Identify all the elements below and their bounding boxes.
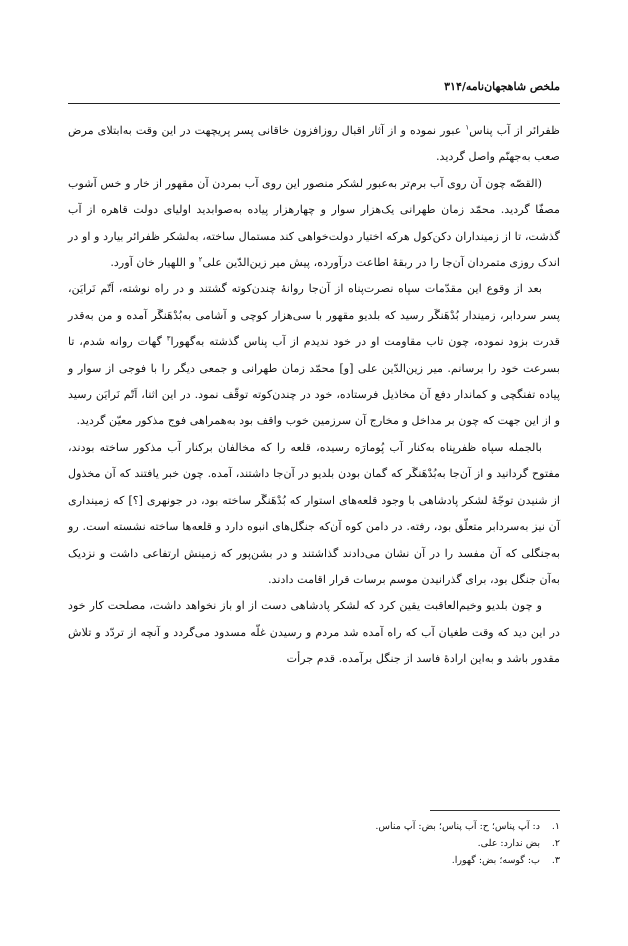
footnote-rule [430,810,560,811]
footnote-marker: ۱ [465,123,470,132]
paragraph-text: بالجمله سپاه ظفرپناه به‌کنار آب پُومارَه رسیده، قلعه را که مخالفان برکنار آب مذکور ساخته بودند، مفتوح گردانید و از آن‌جا به‌بُدْهَنگَر که گمان بودن بلدیو در آن‌جا داشتند، آمده. چون خبر یافتند که آن مخذول از شنیدن توجّهٔ لشکر پادشاهی با وجود قلعه‌های استوار که بُدْهَنگَر ساخته بود، در جونهری [؟] که زمینداری آن نیز به‌سردابر متعلّق بود، رفته. در دامن کوه آن‌که جنگل‌های انبوه دارد و قلعه‌ها ساخته نشسته است. رو به‌جنگلی که آن مفسد را در آن نشان می‌دادند گذاشتند و در بشن‌پور که زمینش ارتفاعی داشت و نزدیک به‌آن جنگل بود، برای گذرانیدن موسم برسات قرار اقامت دادند. [68,440,560,586]
running-head: ملخص شاهجهان‌نامه/۳۱۴ [444,80,560,93]
paragraph [68,118,560,171]
paragraph-text: عبور نموده و از آثار اقبال روزافزون خاقانی پسر پریچهت در این وقت به‌ابتلای مرض صعب به‌جهنّم واصل گردید. [68,124,560,164]
paragraph [68,435,560,593]
paragraph-text: بعد از وقوع این مقدّمات سپاه نصرت‌پناه از آن‌جا روانهٔ چندن‌کوته گشتند و در راه نوشته، اَتّم نَرایَن، پسر سردابر، زمیندار بُدْهَنگَر رسید که بلدیو مقهور با سی‌هزار کوچی و آشامی به‌بُدْهَنگَر آمده و من به‌قدر قدرت بزود نموده، چون تاب مقاومت او در خود ندیدم از آب پناس گذشته به‌گهورا [68,282,561,349]
body-text [68,118,560,673]
paragraph [68,276,560,434]
paragraph-text: و اللهیار خان آورد. [110,256,199,270]
footnote-number: ۲. [551,838,560,849]
footnote-marker: ۳ [166,334,171,343]
footnote-number: ۳. [551,855,560,866]
footnote-item [68,818,560,835]
footnote-item [68,852,560,869]
paragraph [68,593,560,672]
footnote-marker: ۲ [198,255,203,264]
paragraph-text: و چون بلدیو وخیم‌العاقبت یقین کرد که لشکر پادشاهی دست از او باز نخواهد داشت، مصلحت کار خود در این دید که وقت طغیان آب که راه آمده شد مردم و رسیدن غلّه مسدود می‌گردد و آنچه از تردّد و تلاش مقدور باشد و به‌این ارادهٔ فاسد از جنگل برآمده. قدم جرأت [68,599,560,666]
footnote-text: د: آپ پناس؛ ح: آب پناس؛ بض: آپ مناس. [375,821,540,832]
paragraph [68,171,560,277]
header-rule [68,103,560,104]
footnotes [68,818,560,869]
footnote-text: بض ندارد: علی. [477,838,540,849]
footnote-number: ۱. [551,821,560,832]
paragraph-text: گهات روانه شدم، تا بسرعت خود را برسانم. میر زین‌الدّین علی [و] محمّد زمان طهرانی و جمعی دیگر را با فوجی از سوار و پیاده تفنگچی و کماندار دفع آن مخاذیل فرستاده، خود در چندن‌کوته توقّف نمود. در این اثنا، اَتّم نَرایَن رسید و از این جهت که چون بر مداخل و مخارج آن سرزمین خوب واقف بود به‌همراهی فوج مذکور معیّن گردید. [68,335,560,428]
paragraph-text: (القصّه چون آن روی آب برم‌تر به‌عبور لشکر منصور این روی آب بمردن آن مقهور از خار و خس آشوب مصفّا گردید. محمّد زمان طهرانی یک‌هزار سوار و چهارهزار پیاده به‌صوابدید اولیای دولت قاهره از آب گذشت، تا از زمینداران دکن‌کول هرکه اختیار دولت‌خواهی کند مستمال ساخته، به‌لشکر ظفرائر بیارد و او در اندک روزی متمردان آن‌جا را در ربقهٔ اطاعت درآورده، پیش میر زین‌الدّین علی [68,176,560,270]
paragraph-text: ظفرائر از آب پناس [469,124,560,137]
footnote-text: ب: گوسه؛ بض: گهورا. [451,855,540,866]
footnote-item [68,835,560,852]
